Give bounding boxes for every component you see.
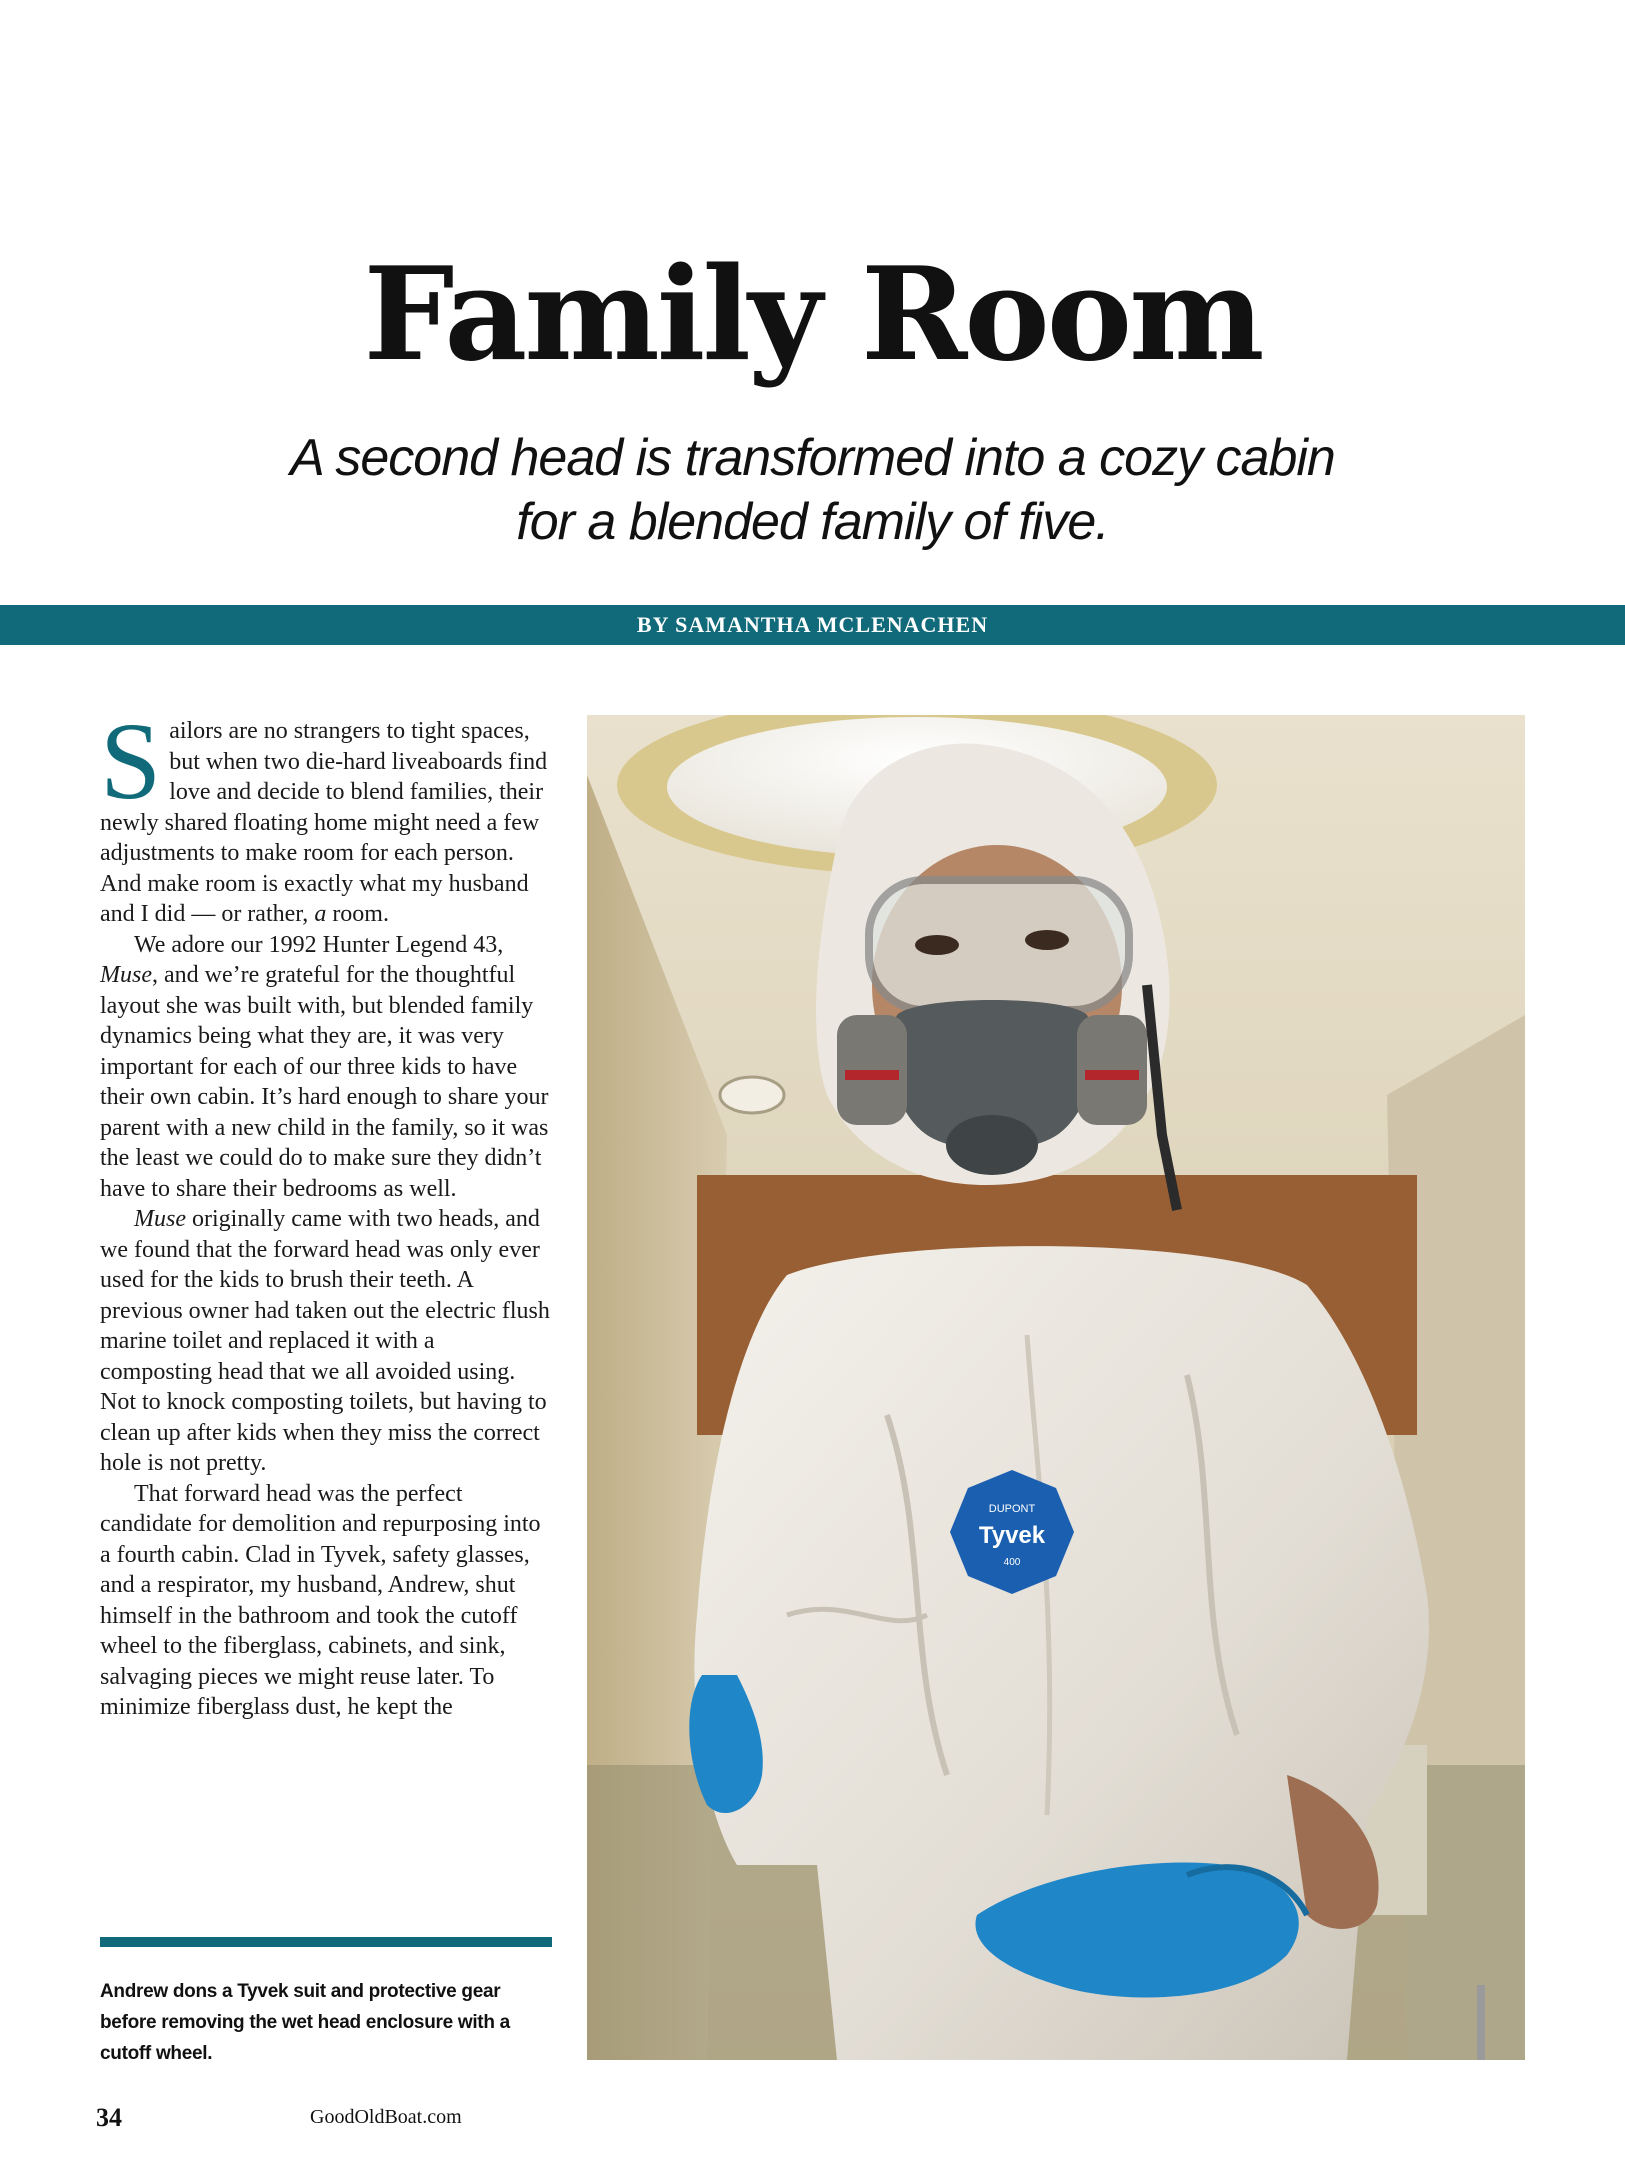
site-url[interactable]: GoodOldBoat.com: [310, 2106, 462, 2128]
subtitle-line-2: for a blended family of five.: [516, 493, 1109, 551]
tyvek-badge-brand: DUPONT: [988, 1503, 1036, 1515]
article-title: Family Room: [363, 240, 1262, 390]
byline: BY SAMANTHA MCLENACHEN: [636, 612, 989, 637]
tyvek-badge-number: 400: [1003, 1557, 1021, 1568]
paragraph-1: [100, 700, 552, 930]
paragraph-1-end: room.: [326, 901, 389, 927]
paragraph-3-text: originally came with two heads, and we found that the forward head was only ever used for the kids to brush their teeth. A previous owner had taken out the electric flush marine toilet and replaced it with a composting head that we all avoided using. Not to knock composting toilets, but having to clean up after kids when they miss the correct hole is not pretty.: [100, 1206, 550, 1476]
paragraph-2: [100, 930, 552, 1205]
paragraph-3: [100, 1204, 552, 1479]
paragraph-4: That forward head was the perfect candidate for demolition and repurposing into a fourth cabin. Clad in Tyvek, safety glasses, and a respirator, my husband, Andrew, shut himself in the bathroom and took the cutoff wheel to the fiberglass, cabinets, and sink, salvaging pieces we might reuse later. To minimize fiberglass dust, he kept the: [100, 1480, 541, 1720]
tyvek-badge-name: Tyvek: [978, 1522, 1046, 1549]
photo-caption: Andrew dons a Tyvek suit and protective gear before removing the wet head enclosure with a cutoff wheel.: [100, 1981, 510, 2064]
caption-rule: [100, 1937, 552, 1947]
paragraph-1-text: ailors are no strangers to tight spaces, but when two die-hard liveaboards find love and decide to blend families, their newly shared floating home might need a few adjustments to make room for each person. And make room is exactly what my husband and I did — or rather,: [100, 718, 548, 927]
paragraph-1-emphasis: a: [314, 901, 327, 927]
photo-illustration: [587, 715, 1525, 2060]
body-column: [100, 700, 552, 1723]
article-subtitle: [280, 426, 1345, 554]
page-number: 34: [96, 2103, 122, 2132]
article-photo: [587, 715, 1525, 2060]
boat-name-2: Muse: [134, 1206, 186, 1232]
paragraph-2-text-a: We adore our 1992 Hunter Legend 43,: [134, 931, 504, 958]
paragraph-2-text-b: , and we’re grateful for the thoughtful layout she was built with, but blended family dynamics being what they are, it was very important for each of our three kids to have their own cabin. It’s hard enough to share your parent with a new child in the family, so it was the least we could do to make sure they didn’t have to share their bedrooms as well.: [100, 962, 549, 1202]
byline-bar: [0, 605, 1625, 645]
subtitle-line-1: A second head is transformed into a cozy cabin: [290, 429, 1335, 487]
drop-cap: S: [100, 700, 162, 822]
boat-name: Muse: [100, 962, 152, 988]
